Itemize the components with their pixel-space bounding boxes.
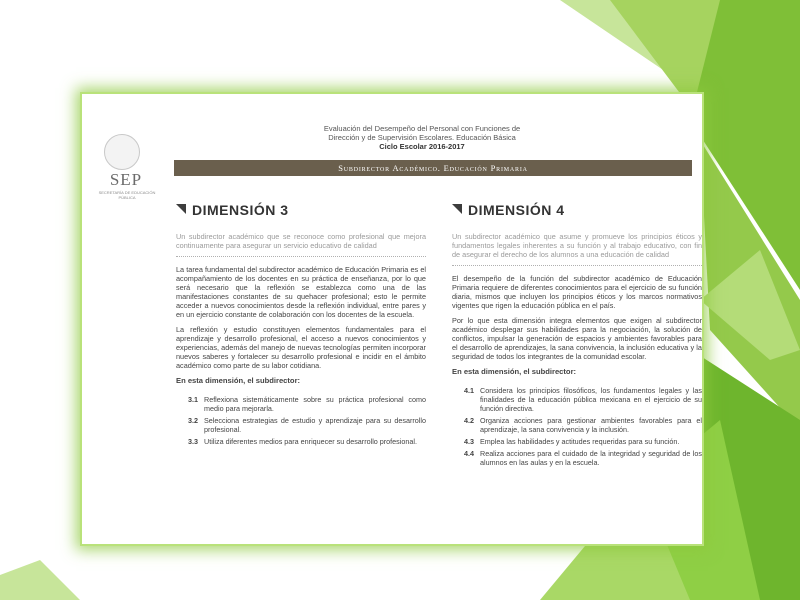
paragraph: El desempeño de la función del subdirector académico de Educación Primaria requiere de diferentes conocimientos para el ejercicio de su función diaria, mismos que incluyen los principios éticos y los marcos normativos vigentes que rigen la educación pública en el país. [452,274,702,310]
school-cycle: Ciclo Escolar 2016-2017 [379,142,465,151]
item-number: 4.1 [464,386,474,395]
list-item [452,449,702,467]
list-item [452,386,702,413]
document-header [82,94,702,200]
item-text: Reflexiona sistemáticamente sobre su práctica profesional como medio para mejorarla. [204,395,426,413]
national-seal-icon [104,134,140,170]
item-number: 4.2 [464,416,474,425]
list-lead: En esta dimensión, el subdirector: [452,367,577,376]
list-item [176,437,426,446]
title-line: Evaluación del Desempeño del Personal con Funciones de [323,124,521,133]
item-number: 3.3 [188,437,198,446]
dimension-intro: Un subdirector académico que se reconoce como profesional que mejora continuamente para asegurar un servicio educativo de calidad [176,232,426,250]
item-number: 4.4 [464,449,474,458]
item-number: 3.1 [188,395,198,404]
item-text: Considera los principios filosóficos, los fundamentos legales y las finalidades de la educación pública mexicana en el ejercicio de su función directiva. [480,386,702,413]
item-text: Organiza acciones para gestionar ambientes favorables para el aprendizaje, la sana convivencia y la inclusión. [480,416,702,434]
item-text: Emplea las habilidades y actitudes requeridas para su función. [480,437,680,446]
dimension-intro: Un subdirector académico que asume y promueve los principios éticos y fundamentos legales inherentes a su función y al trabajo educativo, con fin de asegurar el derecho de los alumnos a una educación de calidad [452,232,702,259]
item-text: Realiza acciones para el cuidado de la integridad y seguridad de los alumnos en las aulas y en la escuela. [480,449,702,467]
indicator-list [176,395,426,446]
section-banner: Subdirector Académico. Educación Primaria [174,160,692,176]
item-text: Utiliza diferentes medios para enriquecer su desarrollo profesional. [204,437,417,446]
item-text: Selecciona estrategias de estudio y aprendizaje para su desarrollo profesional. [204,416,426,434]
paragraph: La reflexión y estudio constituyen elementos fundamentales para el aprendizaje y desarrollo profesional, el acceso a nuevos conocimientos y experiencias, además del manejo de nuevas tecnologías permiten incorporar nuevos saberes y fortalecer su desarrollo profesional e incidir en el ámbito académico como parte de su labor cotidiana. [176,325,426,370]
corner-marker-icon [176,204,186,214]
document-page [82,94,702,544]
item-number: 4.3 [464,437,474,446]
corner-marker-icon [452,204,462,214]
list-item [176,416,426,434]
dimension-title: DIMENSIÓN 4 [468,202,565,218]
dimension-heading [452,202,702,222]
dimension-3-column [176,202,426,449]
dimension-title: DIMENSIÓN 3 [192,202,289,218]
document-title [302,124,542,151]
item-number: 3.2 [188,416,198,425]
dimension-4-column [452,202,702,470]
list-lead: En esta dimensión, el subdirector: [176,376,301,385]
sep-logo: SEP [109,170,143,189]
list-item [452,437,702,446]
indicator-list [452,386,702,467]
title-line: Dirección y de Supervisión Escolares. Educación Básica [328,133,516,142]
paragraph: Por lo que esta dimensión integra elementos que exigen al subdirector académico desplegar sus habilidades para la negociación, la solución de conflictos, impulsar la generación de espacios y ambientes favorables para el desarrollo de aprendizajes, la sana convivencia, la inclusión educativa y la seguridad de todos los integrantes de la comunidad escolar. [452,316,702,361]
divider [452,265,702,266]
sep-logo-subtitle: SECRETARÍA DE EDUCACIÓN PÚBLICA [98,190,156,200]
dimension-heading [176,202,426,222]
list-item [452,416,702,434]
list-item [176,395,426,413]
divider [176,256,426,257]
paragraph: La tarea fundamental del subdirector académico de Educación Primaria es el acompañamiento de los docentes en su práctica de enseñanza, por lo que será necesario que la reflexión se establezca como una de las manifestaciones constantes de su quehacer profesional; esto le permite acceder a nuevos conocimientos desde la reflexión individual, entre pares y en un ejercicio constante de colaboración con los docentes de la escuela. [176,265,426,319]
